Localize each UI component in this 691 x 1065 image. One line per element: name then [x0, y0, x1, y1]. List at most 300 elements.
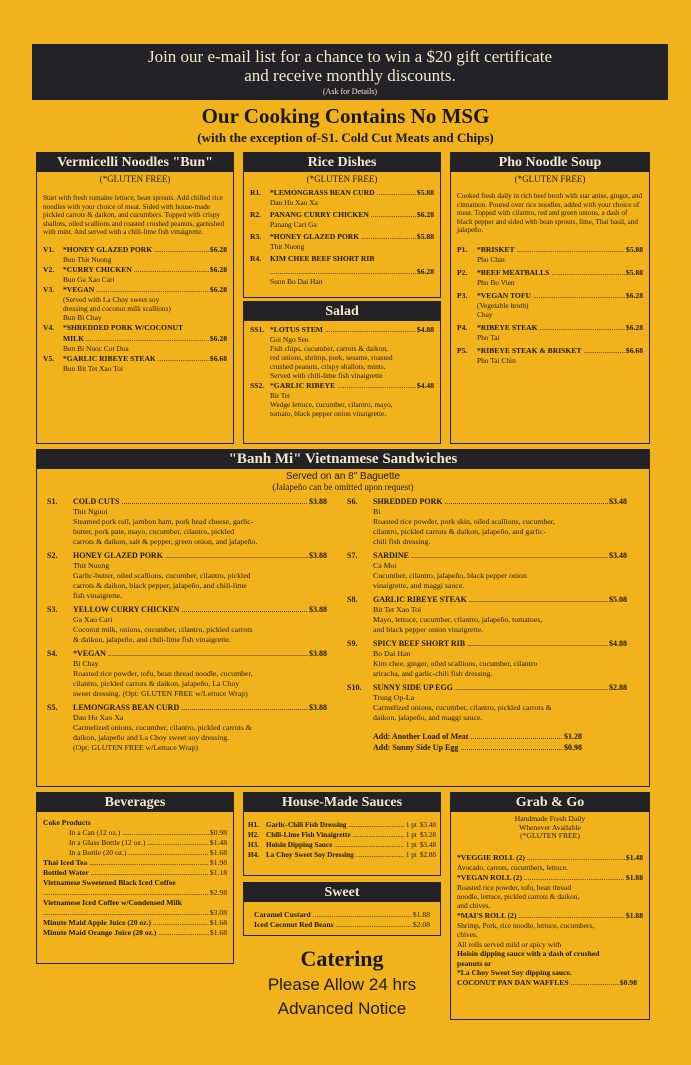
add-on-name: Add: Another Load of Meat ..... — [373, 731, 563, 742]
item-description: Carmelized onions, cucumber, cilantro, pickled carrots & — [373, 703, 552, 712]
item-description: & daikon, jalapeño, and chili-lime fish vinaigrette. — [73, 635, 231, 644]
grab-note-1: Handmade Fresh Daily — [514, 814, 586, 823]
item-description: Fish chips, cucumber, carrots & daikon, — [270, 344, 388, 353]
sauces-title: House-Made Sauces — [244, 793, 440, 812]
item-code: S9. — [347, 639, 358, 648]
sauce-name: Hoisin Dipping Sauce ..... — [266, 840, 404, 850]
item-price: $1.98 — [209, 858, 227, 867]
sauce-price: $3.28 — [419, 831, 436, 839]
menu-item — [457, 291, 643, 319]
item-description: Bun Bi Nuoc Cot Dua — [63, 343, 129, 353]
item-name: *HONEY GLAZED PORK ..... — [270, 232, 416, 242]
item-name: Vietnamese Sweetened Black Iced Coffee — [43, 878, 176, 887]
item-price: $1.88 — [625, 872, 643, 882]
vermicelli-description: Start with fresh romaine lettuce, bean sprouts. Add chilled rice noodles with your choice of meat. Sided with house-made pickled carrots & daikon, and cucumbers. Topped with crispy shallots, oiled scallions and roasted crushed peanuts, garnished with mint. And served with a chili-lime fish vinaigrette. — [43, 194, 225, 237]
sweet-title: Sweet — [244, 883, 440, 902]
sauce-size: 1 pt — [405, 821, 417, 829]
menu-item-coconut-waffles — [457, 978, 643, 988]
menu-item — [250, 381, 434, 418]
rice-items — [244, 188, 440, 286]
item-name: *SHREDDED PORK W/COCONUT — [63, 322, 184, 332]
menu-item — [457, 873, 643, 910]
menu-item — [250, 325, 434, 380]
item-price: $3.88 — [309, 703, 327, 712]
sauce-item — [248, 820, 436, 830]
item-description: Chay — [477, 309, 493, 319]
item-code: S10. — [347, 683, 362, 692]
item-price: $6.28 — [209, 244, 227, 254]
item-price: $6.28 — [209, 333, 227, 343]
item-name: *GARLIC RIBEYE STEAK ..... — [63, 354, 209, 364]
item-code: V4. — [43, 322, 55, 332]
item-description: Roasted rice powder, tofu, bean thread — [457, 882, 572, 892]
menu-item — [47, 604, 327, 645]
item-description: Bun Bit Tet Xao Toi — [63, 363, 123, 373]
vermicelli-gluten-free: (*GLUTEN FREE) — [99, 174, 171, 184]
item-price: $6.28 — [209, 284, 227, 294]
item-name: *LOTUS STEM ..... — [270, 325, 416, 335]
menu-item — [47, 648, 327, 699]
add-on-item — [347, 731, 627, 742]
sauces-section — [243, 792, 441, 876]
pho-section — [450, 152, 650, 444]
item-name: *VEGAN ..... — [73, 648, 308, 659]
item-description: dressing and coconut milk scallions) — [63, 303, 171, 313]
sauce-name: Garlic-Chili Fish Dressing ..... — [266, 820, 404, 830]
item-price: $0.98 — [209, 828, 227, 837]
item-description: Ga Xao Cari — [73, 615, 113, 624]
pho-description: Cooked fresh daily in rich beef broth with star anise, ginger, and cinnamon. Poured over rice noodles, added with your choice of meat. Topped with cilantro, red and green onions, a dash of black pepper and sided with bean sprouts, lime, Thai basil, and jalapeño. — [457, 192, 643, 235]
item-code: SS2. — [250, 381, 265, 390]
beverage-item — [43, 888, 227, 898]
catering-line-2: Advanced Notice — [277, 999, 407, 1018]
item-name: *RIBEYE STEAK & BRISKET ..... — [477, 346, 625, 356]
item-description: red onions, shrimp, pork, sesame, roasted — [270, 353, 393, 362]
item-name: *BEEF MEATBALLS ..... — [477, 268, 625, 278]
banh-mi-right-column — [337, 496, 637, 756]
item-name: *GARLIC RIBEYE ..... — [270, 381, 416, 391]
banh-mi-title: "Banh Mi" Vietnamese Sandwiches — [37, 450, 649, 469]
grab-gluten-free: (*GLUTEN FREE) — [520, 831, 580, 840]
grab-la-choy-note: *La Choy Sweet Soy dipping sauce. — [457, 968, 572, 977]
sauce-price: $3.48 — [419, 841, 436, 849]
item-name: GARLIC RIBEYE STEAK ..... — [373, 594, 608, 605]
item-price: $1.68 — [209, 848, 227, 857]
sauce-code: H2. — [248, 831, 259, 839]
item-name — [43, 908, 209, 918]
item-description: noodle, lettuce, pickled carrots & daikon, — [457, 891, 580, 901]
item-name: Bottled Water ..... — [43, 868, 209, 878]
item-name: *CURRY CHICKEN ..... — [63, 265, 209, 275]
item-price: $6.68 — [625, 345, 643, 355]
menu-item — [43, 245, 227, 264]
item-description: Pho Tai — [477, 332, 500, 342]
pho-title: Pho Noodle Soup — [451, 153, 649, 172]
sweet-item — [254, 910, 430, 920]
sauce-size: 1 pt — [405, 831, 417, 839]
item-price: $3.48 — [609, 551, 627, 560]
item-description: fish vinaigrette. — [73, 591, 122, 600]
item-price: $6.28 — [209, 264, 227, 274]
item-name: LEMONGRASS BEAN CURD ..... — [73, 702, 308, 713]
menu-item — [457, 268, 643, 287]
item-code — [250, 267, 270, 277]
menu-item — [457, 323, 643, 342]
item-price: $6.68 — [209, 353, 227, 363]
item-code: R3. — [250, 232, 262, 241]
item-name: PANANG CURRY CHICKEN ..... — [270, 210, 416, 220]
item-price: $5.88 — [625, 267, 643, 277]
item-description: Avocado, carrots, cucumbers, lettuce. — [457, 862, 568, 872]
item-description: chili fish dressing. — [373, 537, 431, 546]
item-price: $1.88 — [412, 910, 430, 919]
grab-and-go-section — [450, 792, 650, 1020]
pho-gluten-free: (*GLUTEN FREE) — [514, 174, 586, 184]
item-price: $3.88 — [309, 551, 327, 560]
beverage-item — [43, 898, 227, 908]
sauce-name: La Choy Sweet Soy Dressing ..... — [266, 850, 404, 860]
item-name: Coke Products — [43, 818, 91, 827]
item-price: $5.08 — [609, 595, 627, 604]
item-name: *RIBEYE STEAK ..... — [477, 323, 625, 333]
item-name: *MAI'S ROLL (2) ..... — [457, 911, 625, 921]
item-price: $3.08 — [209, 908, 227, 917]
item-name — [43, 888, 209, 898]
item-description: sweet dressing. (Opt: GLUTEN FREE w/Lettuce Wrap) — [73, 689, 248, 698]
item-price: $4.48 — [416, 381, 434, 390]
item-description: (Served with La Choy sweet soy — [63, 294, 160, 304]
menu-item — [457, 346, 643, 365]
item-code: S2. — [47, 551, 58, 560]
item-price: $1.68 — [209, 928, 227, 937]
item-description: Mayo, lettuce, cucumber, cilantro, jalapeño, tomatoes, — [373, 615, 543, 624]
item-code: R4. — [250, 254, 262, 263]
beverages-section — [36, 792, 234, 964]
beverage-item — [43, 818, 227, 828]
menu-item — [43, 354, 227, 373]
rice-section — [243, 152, 441, 298]
item-price: $1.88 — [625, 910, 643, 920]
item-code: P5. — [457, 345, 468, 355]
vermicelli-items — [37, 245, 233, 373]
item-description: Roasted rice powder, pork skin, oiled scallions, cucumber, — [373, 517, 555, 526]
item-name: SUNNY SIDE UP EGG ..... — [373, 682, 608, 693]
item-name: SARDINE ..... — [373, 550, 608, 561]
sweet-section — [243, 882, 441, 936]
item-description: Pho Chin — [477, 254, 505, 264]
item-price: $5.88 — [625, 244, 643, 254]
item-description: sriracha, and garlic-chili fish dressing. — [373, 669, 493, 678]
item-price: $3.88 — [309, 605, 327, 614]
email-list-banner — [32, 44, 668, 100]
item-description: carrots & daikon, black pepper, jalapeño, and chili-lime — [73, 581, 247, 590]
item-name: KIM CHEE BEEF SHORT RIB — [270, 254, 375, 263]
item-description: Suon Bo Dai Han — [270, 277, 323, 286]
item-code: P2. — [457, 267, 468, 277]
menu-item — [43, 265, 227, 284]
grab-title: Grab & Go — [451, 793, 649, 812]
item-description: Goi Ngo Sen — [270, 335, 309, 344]
item-name: Minute Maid Apple Juice (20 oz.) ..... — [43, 918, 209, 928]
banner-line-3: (Ask for Details) — [322, 87, 378, 96]
menu-item — [250, 188, 434, 207]
item-description: Carmelized onions, cucumber, cilantro, pickled carrots & — [73, 723, 252, 732]
item-description: and chives. — [457, 900, 491, 910]
item-name: In a Glass Bottle (12 oz.) ..... — [69, 838, 209, 848]
item-description: Trung Op-La — [373, 693, 415, 702]
item-description: cilantro, pickled carrots & daikon, jalapeño, La Choy — [73, 679, 240, 688]
sauce-code: H3. — [248, 841, 259, 849]
item-name: *VEGAN TOFU ..... — [477, 291, 625, 301]
menu-item — [457, 853, 643, 872]
sauces-items — [244, 820, 440, 860]
item-name: In a Can (12 oz.) ..... — [69, 828, 209, 838]
item-description: Bit Tet Xao Toi — [373, 605, 422, 614]
item-price: $3.88 — [309, 497, 327, 506]
grab-served-note: All rolls served mild or spicy with — [457, 939, 562, 949]
item-name — [270, 267, 416, 277]
item-description: Bo Dai Han — [373, 649, 411, 658]
menu-item — [347, 638, 627, 679]
item-name: Caramel Custard ..... — [254, 910, 412, 920]
beverage-item — [43, 858, 227, 868]
item-name: SPICY BEEF SHORT RIB ..... — [373, 638, 608, 649]
sauce-item — [248, 830, 436, 840]
item-code: S5. — [47, 703, 58, 712]
item-description: Thit Nuong — [270, 242, 305, 251]
banner-line-1: Join our e-mail list for a chance to win a $20 gift certificate — [147, 47, 553, 66]
catering-section — [243, 946, 441, 1019]
menu-item — [43, 334, 227, 353]
item-description: Pho Tai Chin — [477, 355, 516, 365]
menu-item — [43, 285, 227, 322]
coke-option — [43, 838, 227, 848]
item-description: Steamed pork roll, jambon ham, pork head cheese, garlic- — [73, 517, 254, 526]
beverage-item — [43, 908, 227, 918]
item-price: $6.28 — [625, 322, 643, 332]
banh-mi-baguette-note: Served on an 8" Baguette — [285, 471, 401, 482]
menu-item — [347, 594, 627, 635]
msg-subtitle: (with the exception of-S1. Cold Cut Meats and Chips) — [197, 130, 494, 145]
menu-item — [47, 550, 327, 601]
beverage-item — [43, 878, 227, 888]
grab-note-2: Whenever Available — [519, 822, 581, 832]
item-name: *VEGAN ..... — [63, 285, 209, 295]
menu-item — [250, 254, 434, 264]
item-description: daikon, jalapeño, and maggi sauce. — [373, 713, 483, 722]
sauce-size: 1 pt — [405, 841, 417, 849]
item-code: V3. — [43, 284, 55, 294]
item-description: Bun Thit Nuong — [63, 254, 112, 264]
item-description: Roasted rice powder, tofu, bean thread noodle, cucumber, — [73, 669, 253, 678]
beverage-item — [43, 868, 227, 878]
item-description: Bi — [373, 507, 381, 516]
menu-item — [250, 232, 434, 251]
sauce-price: $2.88 — [419, 851, 436, 859]
sauce-price: $3.48 — [419, 821, 436, 829]
add-on-price: $0.98 — [564, 743, 582, 752]
item-code: V2. — [43, 264, 55, 274]
item-price: $4.88 — [416, 325, 434, 334]
item-price: $6.28 — [625, 290, 643, 300]
pho-items — [451, 245, 649, 365]
item-price — [226, 818, 227, 828]
item-code: S7. — [347, 551, 358, 560]
item-name: Iced Coconut Red Beans ..... — [254, 920, 412, 930]
grab-hoisin-note-2: peanuts or — [457, 958, 492, 968]
banh-mi-section — [36, 449, 650, 787]
item-description: Dau Hu Xao Xa — [73, 713, 124, 722]
banh-mi-left-column — [37, 496, 337, 756]
item-description: Thit Nuong — [73, 561, 110, 570]
item-description: carrots & daikon, salt & pepper, green onion, and jalapeño. — [73, 537, 258, 546]
msg-title: Our Cooking Contains No MSG — [201, 104, 490, 128]
item-code: S4. — [47, 649, 58, 658]
item-description: Pho Bo Vien — [477, 277, 515, 287]
item-description: Bi Chay — [73, 659, 99, 668]
item-price — [433, 254, 434, 264]
item-price — [226, 878, 227, 888]
rice-gluten-free: (*GLUTEN FREE) — [306, 174, 378, 184]
item-price: $2.88 — [609, 683, 627, 692]
item-description: Coconut milk, onions, cucumber, cilantro, pickled carrots — [73, 625, 253, 634]
item-price: $2.98 — [209, 888, 227, 897]
menu-item — [47, 496, 327, 547]
item-code: R2. — [250, 210, 262, 219]
item-description: chives. — [457, 929, 478, 939]
menu-item — [250, 210, 434, 229]
sauce-code: H1. — [248, 821, 259, 829]
coke-option — [43, 848, 227, 858]
item-code: P4. — [457, 322, 468, 332]
salad-items — [244, 325, 440, 418]
item-description: Dau Hu Xao Xa — [270, 198, 318, 207]
sauce-item — [248, 840, 436, 850]
item-code: S6. — [347, 497, 358, 506]
beverage-item — [43, 928, 227, 938]
item-price: $6.28 — [416, 267, 434, 276]
grab-items — [451, 853, 649, 939]
beverage-item — [43, 918, 227, 928]
menu-item — [347, 682, 627, 723]
menu-item — [457, 245, 643, 264]
item-price: $2.08 — [412, 920, 430, 929]
vermicelli-section — [36, 152, 234, 444]
item-name: *BRISKET ..... — [477, 245, 625, 255]
item-description: vinaigrette, and maggi sauce. — [373, 581, 465, 590]
grab-hoisin-note-1: Hoisin dipping sauce with a dash of crushed — [457, 949, 600, 958]
item-name: Vietnamese Iced Coffee w/Condensed Milk — [43, 898, 182, 907]
banh-mi-jalapeno-note: (Jalapeño can be omitted upon request) — [272, 482, 414, 492]
item-description: Cucumber, cilantro, jalapeño, black pepper onion — [373, 571, 527, 580]
item-name: COCONUT PAN DAN WAFFLES ..... — [457, 978, 619, 988]
add-on-price: $1.28 — [564, 732, 582, 741]
item-description: daikon, jalapeño and La Choy sweet soy dressing. — [73, 733, 230, 742]
item-description: Kim chee, ginger, oiled scallions, cucumber, cilantro — [373, 659, 538, 668]
item-code: SS1. — [250, 325, 265, 334]
item-name: COLD CUTS ..... — [73, 496, 308, 507]
catering-title: Catering — [300, 946, 384, 971]
item-code: S1. — [47, 497, 58, 506]
coke-option — [43, 828, 227, 838]
item-price: $0.98 — [619, 977, 637, 987]
item-price — [226, 898, 227, 908]
item-price: $5.88 — [416, 188, 434, 197]
item-name: Thai Iced Tea ..... — [43, 858, 209, 868]
item-code: P3. — [457, 290, 468, 300]
salad-title: Salad — [244, 302, 440, 321]
item-description: Panang Cari Ga — [270, 220, 317, 229]
item-description: Bit Tet — [270, 391, 291, 400]
item-description: Shrimp, Pork, rice noodle, lettuce, cucumbers, — [457, 920, 595, 930]
item-description: butter, pork pate, mayo, cucumber, cilantro, pickled — [73, 527, 235, 536]
item-description: Garlic-butter, oiled scallions, cucumber, cilantro, pickled — [73, 571, 251, 580]
add-on-name: Add: Sunny Side Up Egg ..... — [373, 742, 563, 753]
item-code: R1. — [250, 188, 262, 197]
banner-line-2: and receive monthly discounts. — [244, 66, 456, 85]
item-code — [43, 334, 63, 344]
sauce-code: H4. — [248, 851, 259, 859]
sauce-size: 1 pt — [405, 851, 417, 859]
beverages-title: Beverages — [37, 793, 233, 812]
catering-line-1: Please Allow 24 hrs — [267, 975, 417, 994]
item-description: (Opt: GLUTEN FREE w/Lettuce Wrap) — [73, 743, 199, 752]
vermicelli-title: Vermicelli Noodles "Bun" — [37, 153, 233, 172]
item-price: $1.68 — [209, 918, 227, 927]
sweet-item — [254, 920, 430, 930]
item-price — [226, 323, 227, 333]
beverages-items — [37, 818, 233, 938]
item-description: tomato, black pepper onion vinaigrette. — [270, 409, 387, 418]
item-price: $1.48 — [625, 852, 643, 862]
item-price: $5.88 — [416, 232, 434, 241]
item-price: $3.88 — [309, 649, 327, 658]
menu-item — [457, 911, 643, 939]
item-description: Thit Nguoi — [73, 507, 108, 516]
item-description: cilantro, pickled carrots & daikon, jalapeño, and garlic- — [373, 527, 546, 536]
item-price: $1.48 — [209, 838, 227, 847]
item-name: *LEMONGRASS BEAN CURD ..... — [270, 188, 416, 198]
item-description: Wedge lettuce, cucumber, cilantro, mayo, — [270, 400, 393, 409]
item-name: Minute Maid Orange Juice (20 oz.) ..... — [43, 928, 209, 938]
item-description: Bun Ga Xao Cari — [63, 274, 115, 284]
item-name: MILK ..... — [63, 334, 209, 344]
add-on-item — [347, 742, 627, 753]
item-name: In a Bottle (20 oz.) ..... — [69, 848, 209, 858]
item-code: V1. — [43, 244, 55, 254]
menu-item — [250, 267, 434, 286]
menu-item — [347, 550, 627, 591]
item-name: *VEGGIE ROLL (2) ..... — [457, 853, 625, 863]
sauce-name: Chili-Lime Fish Vinaigrette ..... — [266, 830, 404, 840]
item-code: S8. — [347, 595, 358, 604]
menu-item — [47, 702, 327, 753]
item-description: Served with chili-lime fish vinaigrette — [270, 371, 383, 380]
item-name: *VEGAN ROLL (2) ..... — [457, 873, 625, 883]
item-code: V5. — [43, 353, 55, 363]
item-price: $1.18 — [209, 868, 227, 877]
salad-section — [243, 301, 441, 444]
item-description: Ca Moi — [373, 561, 397, 570]
item-price: $4.88 — [609, 639, 627, 648]
item-description: and black pepper onion vinaigrette. — [373, 625, 484, 634]
item-description: (Vegetable broth) — [477, 300, 529, 310]
menu-item — [347, 496, 627, 547]
sweet-items — [244, 910, 440, 930]
item-name: *HONEY GLAZED PORK ..... — [63, 245, 209, 255]
item-price: $6.28 — [416, 210, 434, 219]
item-name: HONEY GLAZED PORK ..... — [73, 550, 308, 561]
